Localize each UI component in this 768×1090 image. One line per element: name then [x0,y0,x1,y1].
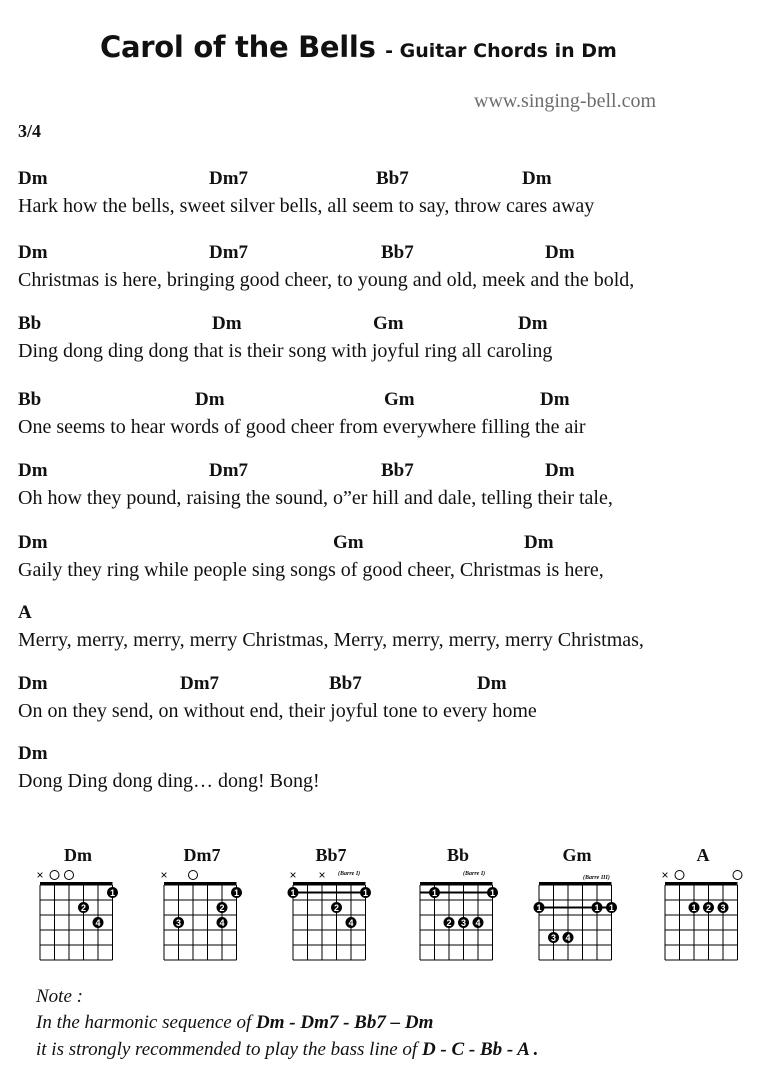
chord-label: Dm [540,389,570,410]
verse [18,532,758,592]
finger-number: 2 [80,902,87,913]
finger-number: 1 [608,902,615,913]
chord-grid [408,845,508,970]
note-text: it is strongly recommended to play the bass line of [36,1039,422,1060]
finger-number: 4 [348,917,354,928]
barre-label: (Barre I) [463,871,486,877]
song-title: Carol of the Bells [100,30,376,64]
chord-diagram-bb [408,845,508,970]
verse [18,460,758,520]
chord-label: Dm [18,532,48,553]
song-subtitle: - Guitar Chords in Dm [385,40,617,62]
verse [18,168,758,228]
diagram-name: Dm [64,845,92,865]
chord-label: Dm [18,743,48,764]
chord-label: Dm7 [180,673,220,694]
chord-label: Dm7 [209,242,249,263]
finger-number: 1 [362,887,369,898]
note-line-2 [36,1039,538,1061]
chord-label: Dm7 [209,168,249,189]
chord-label: Dm [545,460,575,481]
chord-label: Bb [18,313,42,334]
chord-label: Dm [518,313,548,334]
chord-label: Dm [18,673,48,694]
diagram-name: Dm7 [183,845,221,865]
chord-diagram-a [653,845,753,970]
finger-number: 1 [431,887,438,898]
finger-number: 2 [219,902,225,913]
chord-diagram-dm7 [152,845,252,970]
chord-grid [152,845,252,970]
chord-grid [281,845,381,970]
chord-label: Dm [522,168,552,189]
website-link[interactable]: www.singing-bell.com [474,90,657,112]
finger-number: 2 [333,902,340,913]
verse [18,313,758,373]
chord-diagram-bb7 [281,845,381,970]
open-string-marker [733,871,742,880]
time-signature: 3/4 [18,121,42,141]
finger-number: 3 [550,932,557,943]
lyric-line: Dong Ding dong ding… dong! Bong! [18,770,320,792]
barre-label: (Barre I) [338,871,361,877]
open-string-marker [50,871,59,880]
chord-label: Bb7 [376,168,409,189]
muted-string-marker: × [661,868,669,882]
verse [18,743,758,803]
finger-number: 4 [219,917,225,928]
muted-string-marker: × [36,868,44,882]
lyric-line: Oh how they pound, raising the sound, o”er hill and dale, telling their tale, [18,487,613,509]
diagram-name: Gm [562,845,592,865]
finger-number: 1 [594,902,600,913]
chord-label: Gm [373,313,404,334]
chord-label: Bb7 [329,673,362,694]
note-label: Note : [36,986,83,1007]
chord-label: Dm [545,242,575,263]
finger-number: 1 [290,887,296,898]
chord-label: Dm [18,168,48,189]
finger-number: 4 [95,917,101,928]
verse [18,602,758,662]
chord-label: Dm7 [209,460,249,481]
verse [18,673,758,733]
finger-number: 1 [489,887,496,898]
chord-row [18,673,758,699]
note-chord-sequence: Dm - Dm7 - Bb7 – Dm [256,1012,434,1033]
chord-row [18,460,758,486]
finger-number: 4 [475,917,481,928]
lyric-line: Merry, merry, merry, merry Christmas, Merry, merry, merry, merry Christmas, [18,629,644,651]
chord-label: Dm [524,532,554,553]
open-string-marker [675,871,684,880]
lyric-line: Christmas is here, bringing good cheer, to young and old, meek and the bold, [18,269,635,291]
note-bass-line: D - C - Bb - A . [421,1039,539,1060]
page-title [100,30,617,64]
chord-label: Dm [477,673,507,694]
chord-label: Bb [18,389,42,410]
finger-number: 1 [536,902,542,913]
finger-number: 1 [233,887,240,898]
finger-number: 3 [175,917,182,928]
chord-label: Dm [18,242,48,263]
chord-row [18,313,758,339]
finger-number: 2 [705,902,712,913]
chord-label: Dm [212,313,242,334]
chord-grid [653,845,753,970]
finger-number: 1 [109,887,116,898]
verse [18,389,758,449]
chord-row [18,743,758,769]
chord-grid [527,845,627,970]
chord-label: Bb7 [381,460,414,481]
chord-label: Gm [384,389,415,410]
chord-label: Dm [18,460,48,481]
lyric-line: Ding dong ding dong that is their song with joyful ring all caroling [18,340,553,362]
chord-diagram-dm [28,845,128,970]
finger-number: 2 [446,917,452,928]
diagram-name: Bb [446,845,470,865]
chord-row [18,168,758,194]
chord-label: A [18,602,32,623]
lyric-line: On on they send, on without end, their joyful tone to every home [18,700,537,722]
open-string-marker [189,871,198,880]
chord-label: Bb7 [381,242,414,263]
lyric-line: One seems to hear words of good cheer from everywhere filling the air [18,416,586,438]
chord-grid [28,845,128,970]
finger-number: 3 [720,902,726,913]
diagram-name: A [696,845,710,865]
muted-string-marker: × [289,868,297,882]
chord-label: Gm [333,532,364,553]
note-text: In the harmonic sequence of [36,1012,257,1033]
diagram-name: Bb7 [315,845,347,865]
note-line-1 [36,1012,433,1034]
verse [18,242,758,302]
lyric-line: Gaily they ring while people sing songs of good cheer, Christmas is here, [18,559,604,581]
muted-string-marker: × [160,868,168,882]
chord-label: Dm [195,389,225,410]
barre-label: (Barre III) [583,875,610,881]
open-string-marker [65,871,74,880]
finger-number: 4 [565,932,571,943]
finger-number: 3 [460,917,467,928]
lyric-line: Hark how the bells, sweet silver bells, all seem to say, throw cares away [18,195,595,217]
chord-row [18,602,758,628]
chord-row [18,389,758,415]
chord-diagram-gm [527,845,627,970]
chord-row [18,242,758,268]
chord-row [18,532,758,558]
finger-number: 1 [691,902,697,913]
muted-string-marker: × [318,868,326,882]
